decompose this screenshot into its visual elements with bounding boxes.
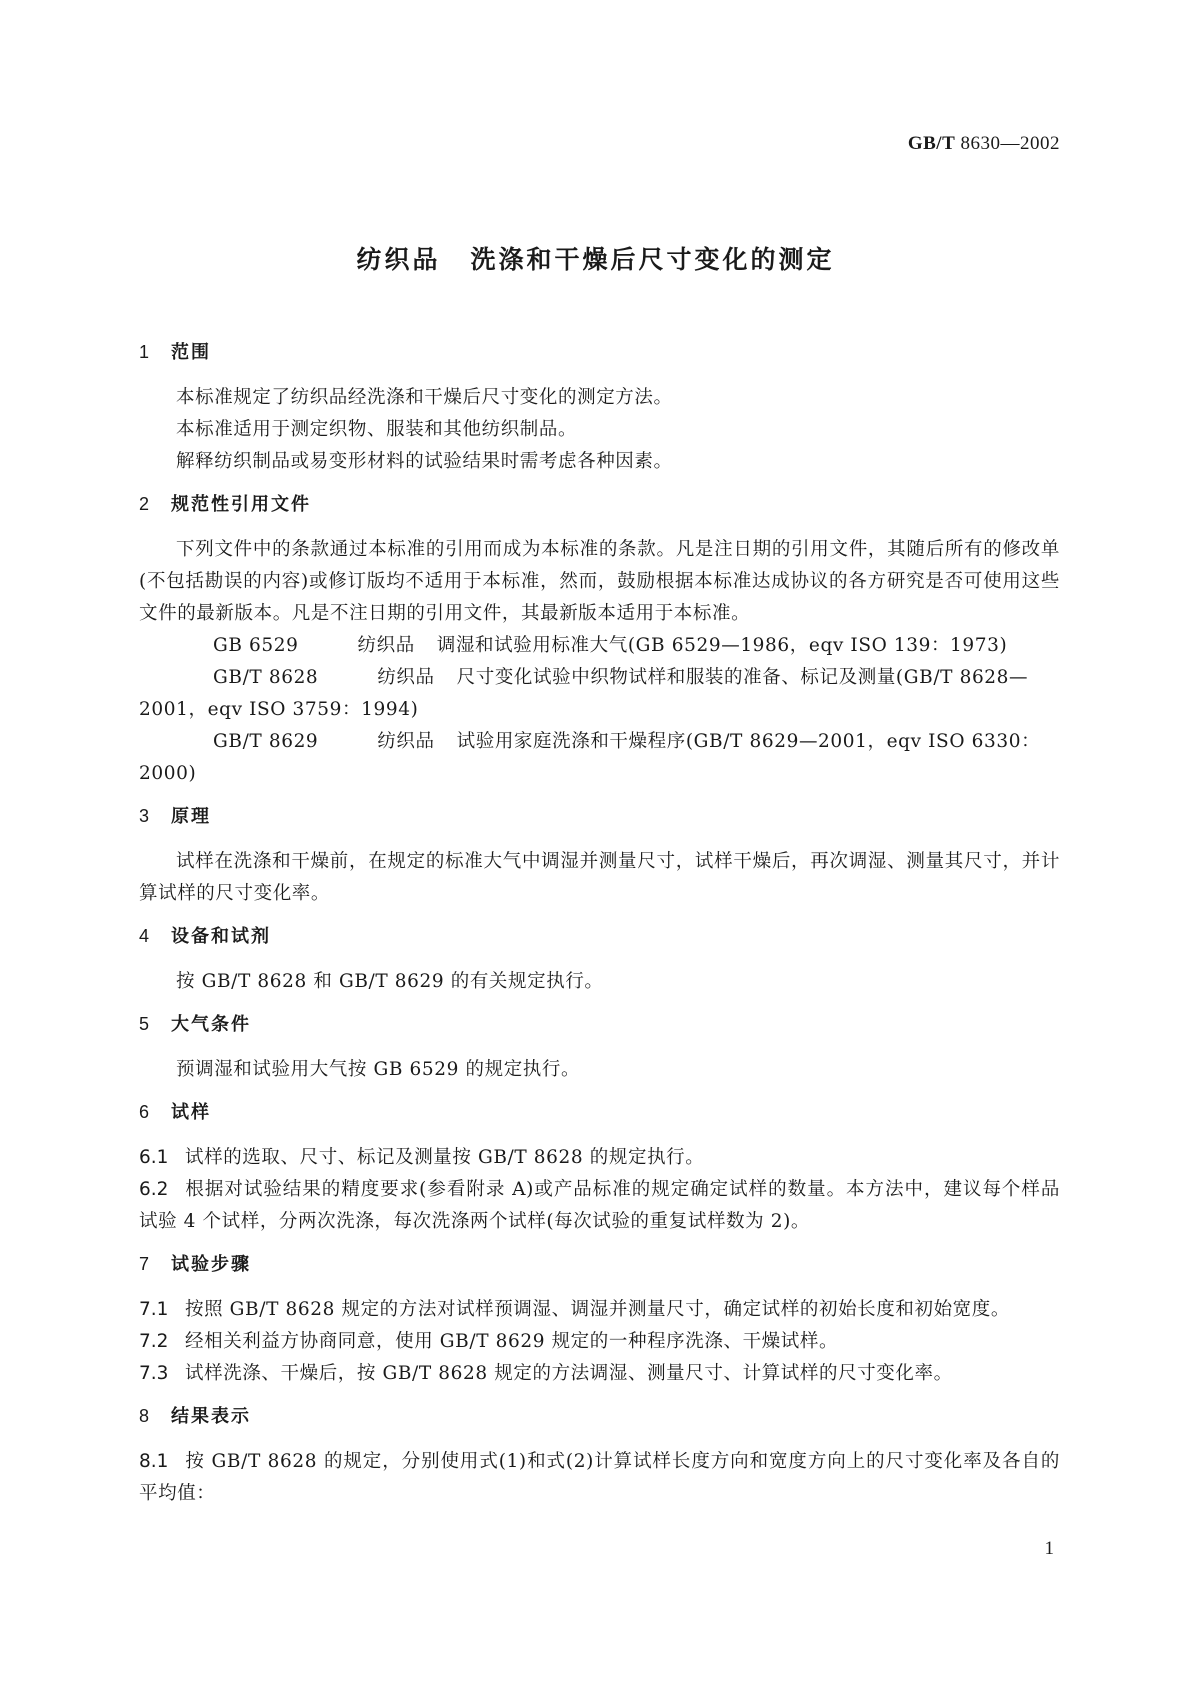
clause-item — [139, 1294, 1060, 1326]
section-title: 范围 — [171, 342, 211, 363]
section-heading — [139, 924, 1060, 948]
clause-number: 6.2 — [139, 1179, 169, 1200]
reference-name: 纺织品 — [377, 731, 435, 752]
section-7 — [139, 1252, 1060, 1390]
section-2 — [139, 492, 1060, 790]
section-heading — [139, 1100, 1060, 1124]
reference-description: 试验用家庭洗涤和干燥程序(GB/T 8629—2001，eqv ISO 6330：2000) — [139, 731, 1041, 784]
section-number: 3 — [139, 806, 150, 826]
clause-text: 试样的选取、尺寸、标记及测量按 GB/T 8628 的规定执行。 — [185, 1147, 705, 1168]
clause-text: 根据对试验结果的精度要求(参看附录 A)或产品标准的规定确定试样的数量。本方法中，建议每个样品试验 4 个试样，分两次洗涤，每次洗涤两个试样(每次试验的重复试样数为 2)。 — [139, 1179, 1060, 1232]
section-title: 规范性引用文件 — [171, 494, 311, 515]
section-number: 7 — [139, 1254, 150, 1274]
title-part-2: 洗涤和干燥后尺寸变化的测定 — [470, 245, 835, 274]
page-number: 1 — [1044, 1538, 1054, 1559]
clause-number: 7.1 — [139, 1299, 169, 1320]
section-5 — [139, 1012, 1060, 1086]
clause-item — [139, 1174, 1060, 1238]
section-heading — [139, 492, 1060, 516]
section-title: 大气条件 — [171, 1014, 251, 1035]
paragraph: 下列文件中的条款通过本标准的引用而成为本标准的条款。凡是注日期的引用文件，其随后所有的修改单(不包括勘误的内容)或修订版均不适用于本标准，然而，鼓励根据本标准达成协议的各方研究是否可使用这些文件的最新版本。凡是不注日期的引用文件，其最新版本适用于本标准。 — [139, 539, 1060, 624]
section-heading — [139, 804, 1060, 828]
reference-entry — [139, 662, 1060, 726]
clause-number: 7.2 — [139, 1331, 169, 1352]
clause-item — [139, 1446, 1060, 1510]
reference-description: 调湿和试验用标准大气(GB 6529—1986，eqv ISO 139：1973) — [436, 635, 1008, 656]
section-number: 8 — [139, 1406, 150, 1426]
section-heading — [139, 340, 1060, 364]
section-6 — [139, 1100, 1060, 1238]
reference-name: 纺织品 — [377, 667, 435, 688]
section-number: 2 — [139, 494, 150, 514]
reference-code: GB 6529 — [213, 635, 299, 656]
reference-code: GB/T 8628 — [213, 667, 319, 688]
paragraph: 本标准适用于测定织物、服装和其他纺织制品。 — [176, 419, 578, 440]
clause-text: 按照 GB/T 8628 规定的方法对试样预调湿、调湿并测量尺寸，确定试样的初始长度和初始宽度。 — [185, 1299, 1010, 1320]
clause-text: 试样洗涤、干燥后，按 GB/T 8628 规定的方法调湿、测量尺寸、计算试样的尺寸变化率。 — [185, 1363, 953, 1384]
document-body — [139, 340, 1060, 1524]
standard-code — [908, 133, 1060, 155]
paragraph: 本标准规定了纺织品经洗涤和干燥后尺寸变化的测定方法。 — [176, 387, 673, 408]
reference-description: 尺寸变化试验中织物试样和服装的准备、标记及测量(GB/T 8628—2001，eqv ISO 3759：1994) — [139, 667, 1029, 720]
section-number: 5 — [139, 1014, 150, 1034]
section-8 — [139, 1404, 1060, 1510]
clause-number: 6.1 — [139, 1147, 169, 1168]
section-number: 4 — [139, 926, 150, 946]
section-1 — [139, 340, 1060, 478]
section-number: 1 — [139, 342, 150, 362]
section-title: 试样 — [171, 1102, 211, 1123]
clause-item — [139, 1142, 1060, 1174]
reference-entry — [139, 630, 1060, 662]
section-heading — [139, 1404, 1060, 1428]
section-3 — [139, 804, 1060, 910]
section-title: 设备和试剂 — [171, 926, 271, 947]
document-title — [0, 240, 1191, 276]
section-4 — [139, 924, 1060, 998]
section-title: 结果表示 — [171, 1406, 251, 1427]
paragraph: 预调湿和试验用大气按 GB 6529 的规定执行。 — [176, 1059, 581, 1080]
paragraph: 解释纺织制品或易变形材料的试验结果时需考虑各种因素。 — [176, 451, 673, 472]
section-title: 试验步骤 — [171, 1254, 251, 1275]
title-part-1: 纺织品 — [356, 245, 441, 274]
clause-text: 经相关利益方协商同意，使用 GB/T 8629 规定的一种程序洗涤、干燥试样。 — [185, 1331, 839, 1352]
clause-text: 按 GB/T 8628 的规定，分别使用式(1)和式(2)计算试样长度方向和宽度方向上的尺寸变化率及各自的平均值： — [139, 1451, 1060, 1504]
paragraph: 按 GB/T 8628 和 GB/T 8629 的有关规定执行。 — [176, 971, 604, 992]
reference-entry — [139, 726, 1060, 790]
section-heading — [139, 1252, 1060, 1276]
reference-code: GB/T 8629 — [213, 731, 319, 752]
standard-prefix: GB/T — [907, 133, 956, 154]
reference-name: 纺织品 — [357, 635, 415, 656]
section-number: 6 — [139, 1102, 150, 1122]
clause-item — [139, 1326, 1060, 1358]
clause-item — [139, 1358, 1060, 1390]
section-title: 原理 — [171, 806, 211, 827]
section-heading — [139, 1012, 1060, 1036]
standard-number: 8630—2002 — [960, 133, 1060, 154]
clause-number: 8.1 — [139, 1451, 169, 1472]
paragraph: 试样在洗涤和干燥前，在规定的标准大气中调湿并测量尺寸，试样干燥后，再次调湿、测量其尺寸，并计算试样的尺寸变化率。 — [139, 851, 1060, 904]
clause-number: 7.3 — [139, 1363, 169, 1384]
